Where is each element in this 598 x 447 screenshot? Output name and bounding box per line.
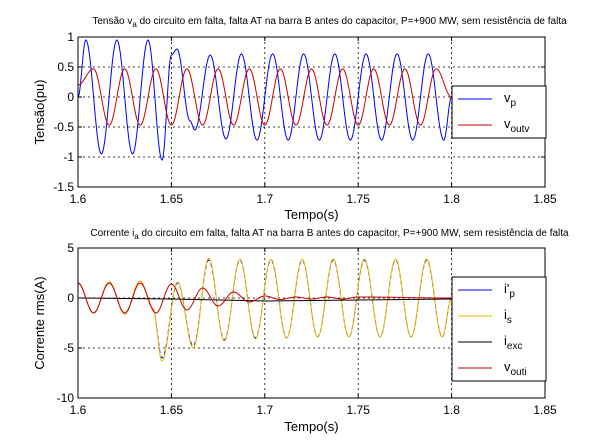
y-axis-label: Tensão(pu) xyxy=(32,79,47,145)
x-tick-label: 1.6 xyxy=(69,403,87,417)
legend-name: i xyxy=(504,333,507,348)
x-tick-label: 1.75 xyxy=(346,192,370,206)
y-tick-label: 0 xyxy=(67,90,74,104)
y-tick-label: -5 xyxy=(63,341,74,355)
legend-name: i' xyxy=(504,281,510,296)
subplot-2 xyxy=(32,228,569,434)
title-subscript: a xyxy=(132,20,137,29)
title-prefix: Corrente i xyxy=(90,228,135,239)
y-tick-label: -1.5 xyxy=(53,180,74,194)
x-tick-label: 1.8 xyxy=(443,192,460,206)
y-tick-label: 5 xyxy=(67,241,74,255)
legend-subscript: p xyxy=(510,98,517,109)
legend-name: v xyxy=(504,116,511,131)
x-axis-label: Tempo(s) xyxy=(284,419,339,434)
y-tick-label: -0.5 xyxy=(53,120,74,134)
x-tick-label: 1.65 xyxy=(159,403,184,417)
title-prefix: Tensão v xyxy=(92,16,133,27)
legend-box xyxy=(452,277,546,381)
x-axis-label: Tempo(s) xyxy=(284,207,339,222)
x-tick-label: 1.85 xyxy=(533,192,557,206)
y-tick-label: 1 xyxy=(67,30,74,44)
x-tick-label: 1.7 xyxy=(256,403,274,417)
y-tick-label: 0 xyxy=(67,291,74,305)
x-tick-label: 1.8 xyxy=(443,403,460,417)
legend-subscript: exc xyxy=(506,341,523,352)
x-tick-label: 1.85 xyxy=(533,403,557,417)
y-axis-label: Corrente rms(A) xyxy=(32,276,47,370)
legend-subscript: p xyxy=(509,289,515,300)
subplot-1 xyxy=(32,16,567,222)
title-suffix: do circuito em falta, falta AT na barra B antes do capacitor, P=+900 MW, sem resistência de falta xyxy=(138,228,569,239)
title-subscript: a xyxy=(134,232,139,241)
x-tick-label: 1.65 xyxy=(159,192,184,206)
chart-title xyxy=(92,16,567,29)
y-tick-label: -1 xyxy=(63,150,74,164)
x-tick-label: 1.6 xyxy=(69,192,87,206)
x-tick-label: 1.7 xyxy=(256,192,274,206)
legend xyxy=(452,86,546,138)
chart-title xyxy=(90,228,569,241)
legend-subscript: outv xyxy=(510,124,530,135)
title-suffix: do circuito em falta, falta AT na barra B antes do capacitor, P=+900 MW, sem resistência de falta xyxy=(136,16,567,27)
legend-name: v xyxy=(504,90,511,105)
legend-subscript: s xyxy=(506,315,512,326)
legend xyxy=(452,277,546,381)
legend-name: v xyxy=(504,359,511,374)
x-tick-label: 1.75 xyxy=(346,403,370,417)
y-tick-label: -10 xyxy=(56,391,74,405)
legend-name: i xyxy=(504,307,507,322)
y-tick-label: 0.5 xyxy=(57,60,74,74)
legend-box xyxy=(452,86,546,138)
legend-subscript: outi xyxy=(510,367,527,378)
